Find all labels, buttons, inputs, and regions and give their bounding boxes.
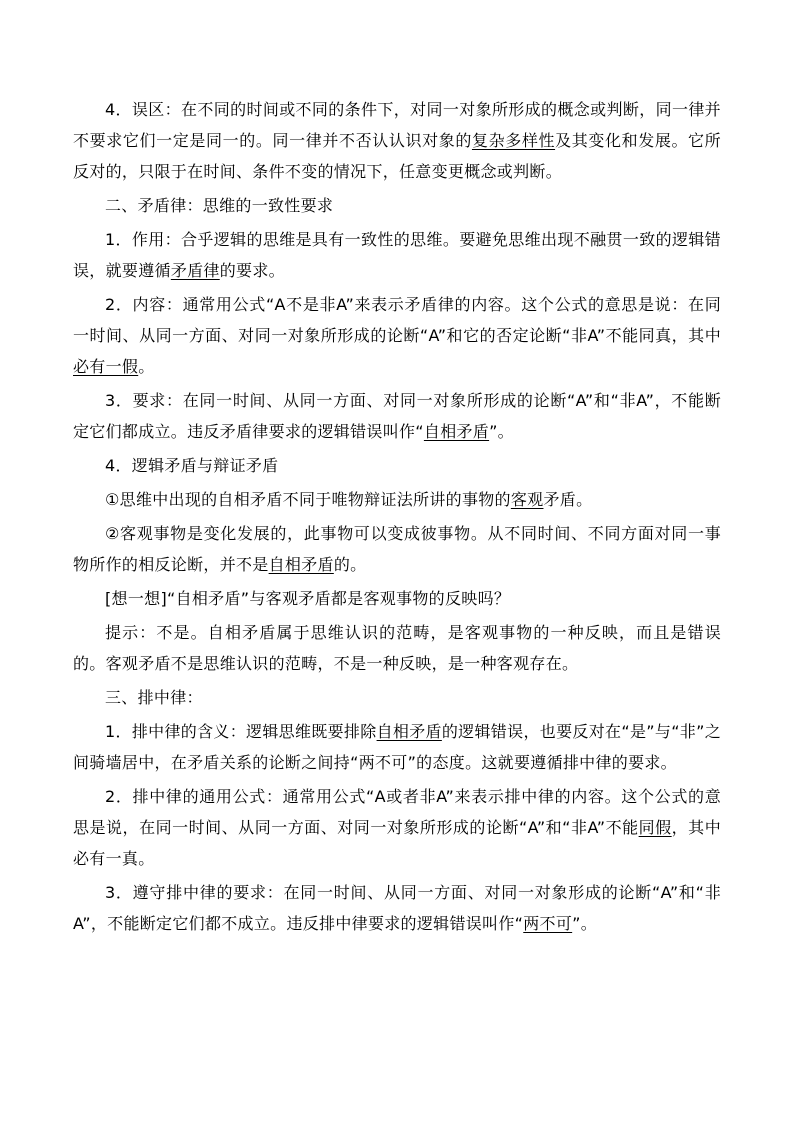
- blank-answer: 复杂多样性: [471, 131, 556, 150]
- blank-answer: 矛盾律: [170, 261, 220, 280]
- paragraph-function: 1．作用：合乎逻辑的思维是具有一致性的思维。要避免思维出现不融贯一致的逻辑错误，就要遵循矛盾律的要求。: [73, 230, 721, 280]
- paragraph-misconception: 4．误区：在不同的时间或不同的条件下，对同一对象所形成的概念或判断，同一律并不要求它们一定是同一的。同一律并不否认认识对象的复杂多样性及其变化和发展。它所反对的，只限于在时间、条件不变的情况下，任意变更概念或判断。: [73, 100, 721, 181]
- paragraph-point-2: ②客观事物是变化发展的，此事物可以变成彼事物。从不同时间、不同方面对同一事物所作的相反论断，并不是自相矛盾的。: [73, 524, 721, 574]
- paragraph-content: 2．内容：通常用公式“A不是非A”来表示矛盾律的内容。这个公式的意思是说：在同一时间、从同一方面、对同一对象所形成的论断“A”和它的否定论断“非A”不能同真，其中必有一假。: [73, 295, 721, 376]
- paragraph-requirement: 3．要求：在同一时间、从同一方面、对同一对象所形成的论断“A”和“非A”，不能断定它们都成立。违反矛盾律要求的逻辑错误叫作“自相矛盾”。: [73, 391, 721, 441]
- paragraph-logic-vs-dialectic: 4．逻辑矛盾与辩证矛盾: [105, 456, 279, 475]
- paragraph-meaning: 1．排中律的含义：逻辑思维既要排除自相矛盾的逻辑错误，也要反对在“是”与“非”之间骑墙居中，在矛盾关系的论断之间持“两不可”的态度。这就要遵循排中律的要求。: [73, 722, 722, 772]
- paragraph-formula: 2．排中律的通用公式：通常用公式“A或者非A”来表示排中律的内容。这个公式的意思是说，在同一时间、从同一方面、对同一对象所形成的论断“A”和“非A”不能同假，其中必有一真。: [73, 787, 721, 868]
- paragraph-point-1: ①思维中出现的自相矛盾不同于唯物辩证法所讲的事物的客观矛盾。: [105, 490, 593, 509]
- blank-answer: 自相矛盾: [376, 722, 442, 741]
- blank-answer: 自相矛盾: [423, 422, 490, 441]
- section-heading-excluded-middle: 三、排中律：: [105, 688, 203, 707]
- paragraph-hint: 提示：不是。自相矛盾属于思维认识的范畴，是客观事物的一种反映，而且是错误的。客观矛盾不是思维认识的范畴，不是一种反映，是一种客观存在。: [73, 623, 721, 673]
- blank-answer: 自相矛盾: [268, 555, 334, 574]
- section-heading-contradiction-law: 二、矛盾律：思维的一致性要求: [105, 196, 334, 215]
- blank-answer: 同假: [638, 818, 672, 837]
- paragraph-think: [想一想]“自相矛盾”与客观矛盾都是客观事物的反映吗？: [105, 589, 511, 608]
- blank-answer: 客观: [510, 490, 544, 509]
- blank-answer: 两不可: [523, 914, 573, 933]
- blank-answer: 必有一假: [73, 357, 139, 376]
- document-body: [73, 94, 721, 939]
- paragraph-obey-requirement: 3．遵守排中律的要求：在同一时间、从同一方面、对同一对象形成的论断“A”和“非A”，不能断定它们都不成立。违反排中律要求的逻辑错误叫作“两不可”。: [73, 883, 721, 933]
